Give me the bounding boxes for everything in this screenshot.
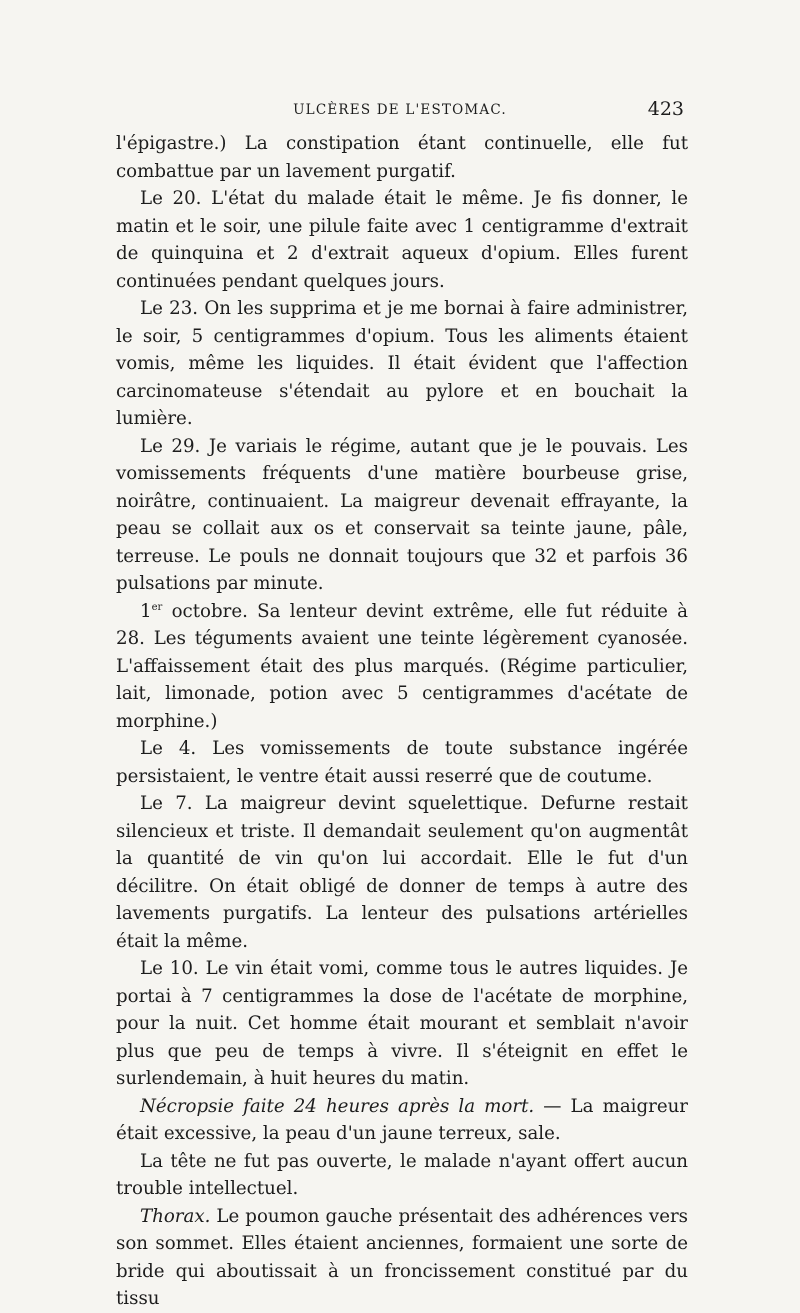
- paragraph-text: La tête ne fut pas ouverte, le malade n'ayant offert aucun trouble intellectuel.: [116, 1150, 688, 1199]
- paragraph-text: Le 10. Le vin était vomi, comme tous le autres liquides. Je portai à 7 centigrammes la dose de l'acétate de morphine, pour la nuit. Cet homme était mourant et semblait n'avoir plus que peu de temps à vivre. Il s'éteignit en effet le surlendemain, à huit heures du matin.: [116, 958, 688, 1089]
- paragraph-text: l'épigastre.) La constipation étant continuelle, elle fut combattue par un lavement purgatif.: [116, 133, 688, 182]
- section-lead-thorax: Thorax.: [140, 1205, 211, 1227]
- paragraph-text: Le 23. On les supprima et je me bornai à faire administrer, le soir, 5 centigrammes d'opium. Tous les aliments étaient vomis, même les liquides. Il était évident que l'affection carcinomateuse s'étendait au pylore et en bouchait la lumière.: [116, 298, 688, 429]
- paragraph-3: [116, 295, 688, 433]
- paragraph-6: [116, 735, 688, 790]
- paragraph-1: [116, 130, 688, 185]
- paragraph-9: [116, 1093, 688, 1148]
- paragraph-2: [116, 185, 688, 295]
- paragraph-text: — La maigreur était excessive, la peau d'un jaune terreux, sale.: [116, 1095, 688, 1144]
- paragraph-11: [116, 1203, 688, 1313]
- paragraph-text: Le 29. Je variais le régime, autant que je le pouvais. Les vomissements fréquents d'une matière bourbeuse grise, noirâtre, continuaient. La maigreur devenait effrayante, la peau se collait aux os et conservait sa teinte jaune, pâle, terreuse. Le pouls ne donnait toujours que 32 et parfois 36 pulsations par minute.: [116, 435, 688, 594]
- paragraph-text: Le 4. Les vomissements de toute substance ingérée persistaient, le ventre était aussi reserré que de coutume.: [116, 738, 688, 787]
- paragraph-7: [116, 790, 688, 955]
- paragraph-text: Le 7. La maigreur devint squelettique. Defurne restait silencieux et triste. Il demandait seulement qu'on augmentât la quantité de vin qu'on lui accordait. Elle le fut d'un décilitre. On était obligé de donner de temps à autre des lavements purgatifs. La lenteur des pulsations artérielles était la même.: [116, 793, 688, 952]
- section-lead-necropsie: Nécropsie faite 24 heures après la mort.: [140, 1095, 535, 1117]
- ordinal-suffix: er: [151, 601, 163, 613]
- paragraph-10: [116, 1148, 688, 1203]
- page-header: [116, 98, 684, 128]
- paragraph-text: octobre. Sa lenteur devint extrême, elle fut réduite à 28. Les téguments avaient une teinte légèrement cyanosée. L'affaissement était des plus marqués. (Régime particulier, lait, limonade, potion avec 5 centigrammes d'acétate de morphine.): [116, 600, 688, 732]
- page-number: 423: [647, 98, 684, 120]
- running-head: ULCÈRES DE L'ESTOMAC.: [293, 102, 507, 118]
- body-text: [116, 130, 688, 1313]
- paragraph-8: [116, 955, 688, 1093]
- date-ordinal: 1: [140, 600, 152, 622]
- paragraph-text: Le 20. L'état du malade était le même. Je fis donner, le matin et le soir, une pilule faite avec 1 centigramme d'extrait de quinquina et 2 d'extrait aqueux d'opium. Elles furent continuées pendant quelques jours.: [116, 188, 688, 292]
- paragraph-text: Le poumon gauche présentait des adhérences vers son sommet. Elles étaient anciennes, formaient une sorte de bride qui aboutissait à un froncissement constitué par du tissu: [116, 1205, 688, 1309]
- paragraph-4: [116, 433, 688, 598]
- paragraph-5: [116, 598, 688, 736]
